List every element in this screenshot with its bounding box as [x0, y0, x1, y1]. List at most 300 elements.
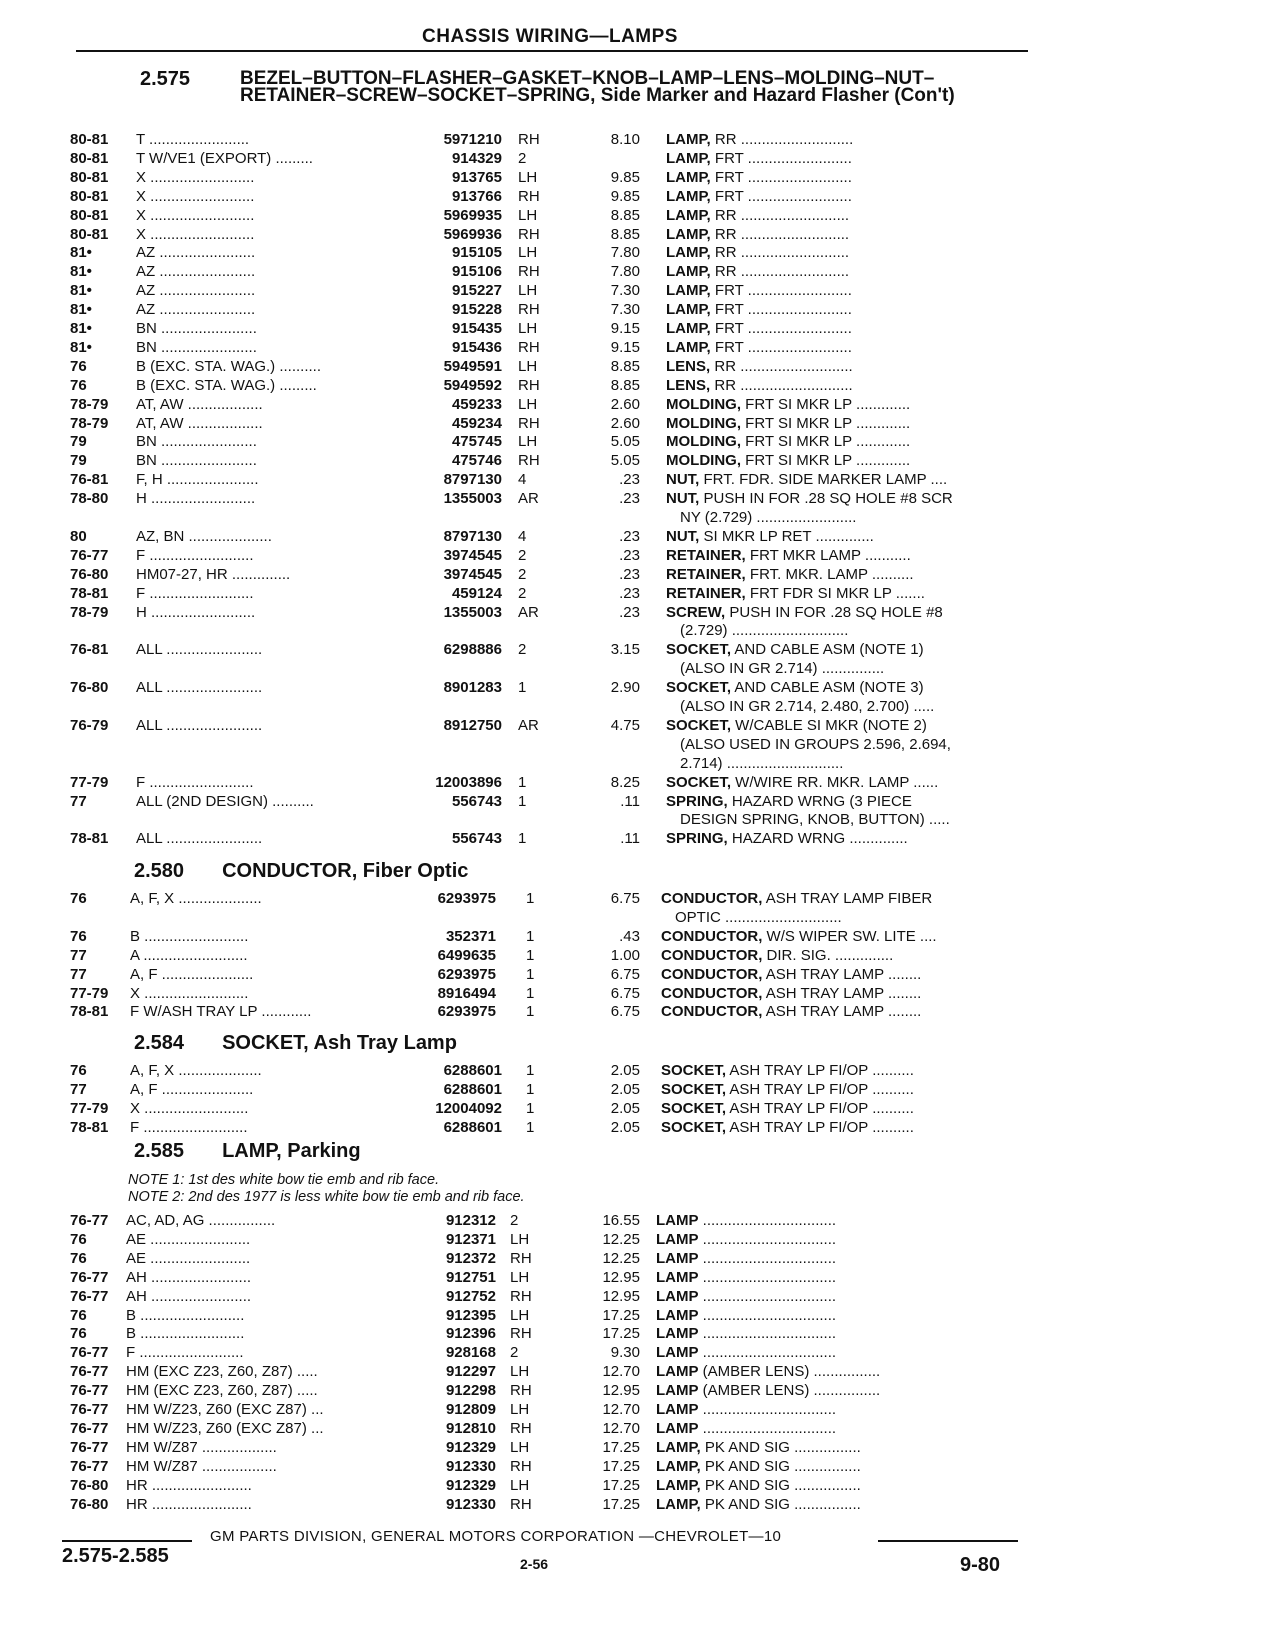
row-price: 12.70 — [602, 1419, 640, 1437]
row-description — [661, 1062, 1021, 1079]
row-model: H ......................... — [136, 603, 256, 621]
row-price: 8.85 — [610, 357, 640, 375]
description-keyword: LAMP, — [666, 338, 711, 356]
row-model: F ......................... — [136, 773, 254, 791]
description-text: PK AND SIG ................ — [700, 1438, 861, 1456]
description-keyword: LAMP, — [666, 263, 711, 281]
row-year: 78-81 — [70, 830, 109, 848]
row-model: AE ........................ — [126, 1230, 251, 1248]
row-price: 5.05 — [610, 433, 640, 451]
row-description — [666, 566, 1026, 583]
description-keyword: SPRING, — [666, 830, 728, 848]
row-model: A, F ...................... — [130, 965, 254, 983]
row-model: ALL ....................... — [136, 830, 263, 848]
row-part-number: 5949592 — [443, 376, 502, 394]
row-description — [661, 1081, 1021, 1098]
description-keyword: LAMP — [656, 1306, 699, 1324]
row-description-continued: (2.729) ............................ — [680, 622, 849, 640]
row-description — [666, 415, 1026, 432]
row-model: X ......................... — [130, 984, 249, 1002]
row-part-number: 915435 — [451, 320, 502, 337]
row-description — [666, 377, 1026, 394]
row-part-number: 6288601 — [443, 1118, 502, 1136]
row-quantity: 4 — [518, 527, 527, 545]
row-description-continued: (ALSO USED IN GROUPS 2.596, 2.694, — [680, 735, 951, 753]
description-keyword: LAMP, — [666, 168, 711, 186]
row-year: 76-77 — [70, 1401, 109, 1418]
row-part-number: 6293975 — [437, 965, 496, 983]
description-text: ASH TRAY LP FI/OP .......... — [726, 1099, 914, 1117]
row-part-number: 6288601 — [443, 1080, 502, 1098]
row-model: BN ....................... — [136, 452, 257, 470]
row-part-number: 3974545 — [443, 565, 502, 583]
row-quantity: 2 — [518, 546, 527, 564]
row-year: 76-77 — [70, 1382, 109, 1400]
row-price: 7.30 — [610, 301, 640, 319]
row-description — [666, 320, 1026, 337]
row-price: 2.05 — [610, 1080, 640, 1098]
row-year: 77-79 — [70, 1099, 109, 1117]
row-model: T W/VE1 (EXPORT) ......... — [136, 149, 313, 167]
description-text: FRT ......................... — [710, 149, 852, 167]
row-price: 12.70 — [602, 1401, 640, 1418]
row-year: 77 — [70, 965, 87, 983]
description-text: ................................ — [698, 1401, 837, 1418]
row-year: 78-81 — [70, 584, 109, 602]
row-description — [656, 1212, 1016, 1229]
row-model: HM W/Z87 .................. — [126, 1438, 277, 1456]
row-year: 79 — [70, 452, 87, 470]
row-part-number: 928168 — [445, 1344, 496, 1362]
row-description — [656, 1250, 1016, 1267]
description-text: FRT ......................... — [710, 338, 852, 356]
row-price: 6.75 — [610, 1003, 640, 1021]
description-text: ASH TRAY LP FI/OP .......... — [726, 1062, 914, 1079]
row-year: 76-77 — [70, 1212, 109, 1229]
row-price: 16.55 — [602, 1212, 640, 1229]
row-price: 2.05 — [610, 1099, 640, 1117]
description-text: SI MKR LP RET .............. — [699, 527, 874, 545]
footer-page-number: 2-56 — [520, 1556, 549, 1572]
description-text: PUSH IN FOR .28 SQ HOLE #8 SCR — [699, 490, 953, 508]
row-description — [661, 1003, 1021, 1020]
row-price: 12.95 — [602, 1268, 640, 1286]
row-part-number: 6293975 — [437, 1003, 496, 1021]
row-part-number: 6288601 — [443, 1062, 502, 1079]
description-keyword: LAMP, — [666, 301, 711, 319]
description-keyword: LAMP, — [656, 1476, 701, 1494]
description-keyword: NUT, — [666, 490, 700, 508]
description-keyword: LAMP — [656, 1382, 699, 1400]
row-model: AH ........................ — [126, 1268, 252, 1286]
row-description — [656, 1344, 1016, 1361]
description-text: ................................ — [698, 1212, 837, 1229]
row-price: .23 — [619, 527, 640, 545]
header-rule — [76, 50, 1028, 52]
row-part-number: 915227 — [451, 282, 502, 300]
description-text: FRT ......................... — [710, 301, 852, 319]
row-quantity: 2 — [518, 149, 527, 167]
description-text: PK AND SIG ................ — [700, 1457, 861, 1475]
row-description-continued: 2.714) ............................ — [680, 754, 844, 772]
row-description — [666, 793, 1026, 810]
row-price: .23 — [619, 471, 640, 489]
row-part-number: 912330 — [445, 1495, 496, 1513]
row-quantity: RH — [518, 225, 540, 243]
row-description — [661, 985, 1021, 1002]
row-year: 76-81 — [70, 641, 109, 659]
row-year: 76-77 — [70, 1344, 109, 1362]
row-quantity: 4 — [518, 471, 527, 489]
row-quantity: LH — [518, 320, 538, 337]
description-text: PK AND SIG ................ — [700, 1495, 861, 1513]
row-model: HR ........................ — [126, 1495, 252, 1513]
description-text: ................................ — [698, 1268, 837, 1286]
row-description — [656, 1363, 1016, 1380]
row-description — [666, 717, 1026, 734]
row-quantity: 1 — [526, 1003, 535, 1021]
row-model: AE ........................ — [126, 1249, 251, 1267]
row-year: 76-77 — [70, 1268, 109, 1286]
row-year: 76-77 — [70, 1287, 109, 1305]
description-keyword: CONDUCTOR, — [661, 965, 763, 983]
row-price: 17.25 — [602, 1438, 640, 1456]
row-description — [661, 928, 1021, 945]
description-text: AND CABLE ASM (NOTE 3) — [731, 679, 924, 697]
row-model: A, F ...................... — [130, 1080, 254, 1098]
row-year: 76-80 — [70, 1495, 109, 1513]
row-description-continued: NY (2.729) ........................ — [680, 509, 857, 526]
row-description — [666, 244, 1026, 261]
row-quantity: RH — [510, 1419, 532, 1437]
description-keyword: NUT, — [666, 471, 700, 489]
description-text: FRT ......................... — [710, 168, 852, 186]
row-quantity: LH — [518, 168, 538, 186]
row-quantity: 1 — [518, 773, 527, 791]
footer-date: 9-80 — [960, 1554, 1001, 1576]
row-model: AZ, BN .................... — [136, 527, 272, 545]
description-keyword: SCREW, — [666, 603, 726, 621]
row-price: 7.80 — [610, 244, 640, 262]
row-model: AC, AD, AG ................ — [126, 1212, 276, 1229]
row-quantity: 1 — [526, 1099, 535, 1117]
row-price: 17.25 — [602, 1306, 640, 1324]
footer-range: 2.575-2.585 — [62, 1545, 169, 1567]
row-price: 6.75 — [610, 890, 640, 907]
row-description — [666, 471, 1026, 488]
page-header-title: CHASSIS WIRING—LAMPS — [422, 26, 678, 47]
description-keyword: MOLDING, — [666, 414, 741, 432]
description-keyword: LAMP, — [666, 131, 711, 148]
row-model: A, F, X .................... — [130, 1062, 262, 1079]
row-year: 76-77 — [70, 546, 109, 564]
row-quantity: LH — [518, 282, 538, 300]
row-quantity: RH — [518, 301, 540, 319]
row-description — [656, 1420, 1016, 1437]
description-keyword: NUT, — [666, 527, 700, 545]
row-description — [666, 641, 1026, 658]
row-part-number: 915106 — [451, 263, 502, 281]
row-price: 8.85 — [610, 206, 640, 224]
row-description — [666, 528, 1026, 545]
row-quantity: 1 — [526, 1118, 535, 1136]
row-price: 2.90 — [610, 679, 640, 697]
row-quantity: 1 — [526, 984, 535, 1002]
row-model: HR ........................ — [126, 1476, 252, 1494]
row-part-number: 912298 — [445, 1382, 496, 1400]
description-text: ASH TRAY LAMP FIBER — [762, 890, 933, 907]
row-description — [666, 301, 1026, 318]
description-keyword: LAMP — [656, 1268, 699, 1286]
description-keyword: LAMP, — [666, 282, 711, 300]
row-description — [666, 226, 1026, 243]
description-text: FRT SI MKR LP ............. — [741, 452, 911, 470]
row-quantity: RH — [518, 131, 540, 148]
row-part-number: 912329 — [445, 1476, 496, 1494]
description-keyword: SOCKET, — [661, 1080, 727, 1098]
row-part-number: 6298886 — [443, 641, 502, 659]
row-price: 2.05 — [610, 1062, 640, 1079]
row-description — [666, 358, 1026, 375]
row-description — [656, 1288, 1016, 1305]
row-year: 76-77 — [70, 1457, 109, 1475]
row-year: 81• — [70, 301, 92, 319]
row-price: 9.85 — [610, 168, 640, 186]
row-part-number: 5949591 — [443, 357, 502, 375]
row-quantity: LH — [510, 1438, 530, 1456]
row-quantity: 1 — [526, 1080, 535, 1098]
description-keyword: LAMP — [656, 1249, 699, 1267]
row-year: 76 — [70, 1306, 87, 1324]
row-year: 78-81 — [70, 1118, 109, 1136]
row-year: 76 — [70, 1325, 87, 1343]
row-part-number: 556743 — [451, 792, 502, 810]
description-keyword: CONDUCTOR, — [661, 890, 763, 907]
row-price: 12.95 — [602, 1287, 640, 1305]
row-quantity: RH — [518, 263, 540, 281]
row-quantity: RH — [510, 1325, 532, 1343]
row-price: 5.05 — [610, 452, 640, 470]
footer-rule-left — [62, 1540, 192, 1542]
row-part-number: 459233 — [451, 395, 502, 413]
row-price: 2.60 — [610, 414, 640, 432]
footer-rule-right — [878, 1540, 1018, 1542]
row-description — [656, 1458, 1016, 1475]
row-model: X ......................... — [136, 206, 255, 224]
row-year: 76 — [70, 927, 87, 945]
row-price: 4.75 — [610, 716, 640, 734]
section-title: SOCKET, Ash Tray Lamp — [222, 1032, 457, 1054]
description-keyword: LAMP, — [666, 225, 711, 243]
row-price: 8.10 — [610, 131, 640, 148]
row-part-number: 1355003 — [443, 490, 502, 508]
row-part-number: 914329 — [451, 149, 502, 167]
row-year: 80-81 — [70, 206, 109, 224]
row-description — [656, 1496, 1016, 1513]
row-quantity: LH — [518, 206, 538, 224]
row-quantity: RH — [510, 1249, 532, 1267]
row-year: 76 — [70, 1249, 87, 1267]
row-part-number: 459234 — [451, 414, 502, 432]
row-quantity: AR — [518, 603, 539, 621]
row-part-number: 3974545 — [443, 546, 502, 564]
section-number: 2.584 — [134, 1032, 185, 1054]
row-quantity: AR — [518, 716, 539, 734]
row-year: 77-79 — [70, 773, 109, 791]
row-year: 76 — [70, 1062, 87, 1079]
row-description — [661, 947, 1021, 964]
section-title: LAMP, Parking — [222, 1140, 361, 1162]
row-price: 12.95 — [602, 1382, 640, 1400]
row-quantity: 1 — [518, 679, 527, 697]
row-part-number: 915228 — [451, 301, 502, 319]
row-quantity: 1 — [518, 792, 527, 810]
description-text: FRT ......................... — [710, 282, 852, 300]
row-price: 6.75 — [610, 984, 640, 1002]
row-price: 12.25 — [602, 1249, 640, 1267]
description-text: FRT ......................... — [710, 320, 852, 337]
row-price: .23 — [619, 546, 640, 564]
description-keyword: CONDUCTOR, — [661, 1003, 763, 1021]
section-heading — [134, 1140, 361, 1163]
description-text: PUSH IN FOR .28 SQ HOLE #8 — [725, 603, 943, 621]
row-price: .23 — [619, 584, 640, 602]
description-text: ASH TRAY LAMP ........ — [762, 1003, 922, 1021]
description-text: W/WIRE RR. MKR. LAMP ...... — [731, 773, 939, 791]
row-description — [666, 585, 1026, 602]
row-model: ALL (2ND DESIGN) .......... — [136, 792, 314, 810]
row-part-number: 12003896 — [435, 773, 502, 791]
description-keyword: LAMP, — [666, 149, 711, 167]
description-keyword: SOCKET, — [661, 1118, 727, 1136]
row-quantity: LH — [510, 1306, 530, 1324]
row-model: F, H ...................... — [136, 471, 259, 489]
row-model: ALL ....................... — [136, 679, 263, 697]
row-model: F ......................... — [136, 546, 254, 564]
row-model: X ......................... — [136, 187, 255, 205]
description-text: W/CABLE SI MKR (NOTE 2) — [731, 716, 927, 734]
row-year: 76-77 — [70, 1419, 109, 1437]
description-text: RR ........................... — [710, 376, 853, 394]
row-quantity: LH — [510, 1268, 530, 1286]
row-quantity: RH — [510, 1457, 532, 1475]
row-model: B ......................... — [130, 927, 249, 945]
row-model: X ......................... — [136, 225, 255, 243]
description-text: ................................ — [698, 1230, 837, 1248]
row-year: 80-81 — [70, 149, 109, 167]
section-number: 2.580 — [134, 860, 185, 882]
row-part-number: 8912750 — [443, 716, 502, 734]
row-year: 76-80 — [70, 565, 109, 583]
description-text: FRT FDR SI MKR LP ....... — [745, 584, 925, 602]
row-price: .23 — [619, 603, 640, 621]
row-description — [656, 1439, 1016, 1456]
row-model: AZ ....................... — [136, 282, 256, 300]
row-price: .43 — [619, 927, 640, 945]
section-heading — [134, 1032, 457, 1055]
description-keyword: LENS, — [666, 357, 711, 375]
row-part-number: 8901283 — [443, 679, 502, 697]
row-description — [661, 966, 1021, 983]
description-keyword: MOLDING, — [666, 452, 741, 470]
row-part-number: 5969935 — [443, 206, 502, 224]
row-quantity: LH — [510, 1363, 530, 1381]
row-part-number: 5971210 — [443, 131, 502, 148]
description-keyword: CONDUCTOR, — [661, 984, 763, 1002]
description-keyword: SOCKET, — [666, 773, 732, 791]
description-keyword: LAMP, — [666, 320, 711, 337]
description-text: FRT. FDR. SIDE MARKER LAMP .... — [699, 471, 948, 489]
row-part-number: 8797130 — [443, 527, 502, 545]
description-keyword: MOLDING, — [666, 433, 741, 451]
row-description — [666, 169, 1026, 186]
row-model: ALL ....................... — [136, 716, 263, 734]
description-text: ................................ — [698, 1419, 837, 1437]
row-price: 8.85 — [610, 376, 640, 394]
row-part-number: 912330 — [445, 1457, 496, 1475]
description-keyword: LAMP — [656, 1325, 699, 1343]
description-text: ASH TRAY LP FI/OP .......... — [726, 1080, 914, 1098]
description-text: RR .......................... — [710, 263, 850, 281]
row-year: 76 — [70, 1230, 87, 1248]
row-part-number: 912395 — [445, 1306, 496, 1324]
description-keyword: LENS, — [666, 376, 711, 394]
row-model: B ......................... — [126, 1325, 245, 1343]
row-year: 77 — [70, 1080, 87, 1098]
description-text: FRT SI MKR LP ............. — [741, 414, 911, 432]
row-quantity: LH — [518, 357, 538, 375]
row-model: AZ ....................... — [136, 244, 256, 262]
row-part-number: 8797130 — [443, 471, 502, 489]
row-part-number: 915436 — [451, 338, 502, 356]
row-year: 80-81 — [70, 168, 109, 186]
row-price: .23 — [619, 565, 640, 583]
description-keyword: SPRING, — [666, 792, 728, 810]
row-year: 81• — [70, 263, 92, 281]
row-description-continued: DESIGN SPRING, KNOB, BUTTON) ..... — [680, 811, 950, 829]
row-model: AT, AW .................. — [136, 395, 263, 413]
row-description — [656, 1325, 1016, 1342]
row-price: 7.80 — [610, 263, 640, 281]
row-price: 12.25 — [602, 1230, 640, 1248]
description-keyword: LAMP, — [666, 187, 711, 205]
row-model: AT, AW .................. — [136, 414, 263, 432]
description-keyword: SOCKET, — [666, 641, 732, 659]
row-price: 2.60 — [610, 395, 640, 413]
row-price: 17.25 — [602, 1457, 640, 1475]
row-quantity: AR — [518, 490, 539, 508]
row-quantity: RH — [510, 1495, 532, 1513]
row-year: 81• — [70, 282, 92, 300]
row-part-number: 912809 — [445, 1401, 496, 1418]
row-price: 3.15 — [610, 641, 640, 659]
description-keyword: SOCKET, — [666, 679, 732, 697]
row-quantity: 2 — [518, 641, 527, 659]
row-year: 80-81 — [70, 131, 109, 148]
row-description — [666, 188, 1026, 205]
row-year: 80-81 — [70, 225, 109, 243]
description-text: HAZARD WRNG (3 PIECE — [727, 792, 912, 810]
description-text: DIR. SIG. .............. — [762, 946, 894, 964]
row-part-number: 913765 — [451, 168, 502, 186]
row-year: 77 — [70, 946, 87, 964]
row-model: X ......................... — [136, 168, 255, 186]
row-description — [656, 1307, 1016, 1324]
row-year: 79 — [70, 433, 87, 451]
row-price: 1.00 — [610, 946, 640, 964]
row-description-continued: OPTIC ............................ — [675, 908, 842, 926]
row-description — [666, 282, 1026, 299]
